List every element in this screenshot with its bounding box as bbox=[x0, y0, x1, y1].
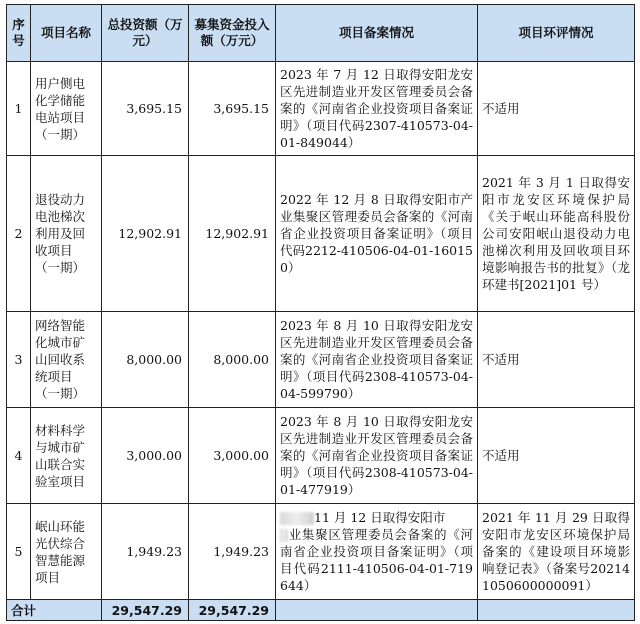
row-env: 不适用 bbox=[478, 312, 635, 408]
total-total: 29,547.29 bbox=[102, 600, 189, 621]
row-total: 3,695.15 bbox=[102, 62, 189, 156]
row-name: 材料科学与城市矿山联合实验室项目 bbox=[31, 408, 102, 504]
redacted-mark bbox=[280, 512, 314, 525]
redacted-mark bbox=[280, 529, 288, 542]
row-record: 2023 年 8 月 10 日取得安阳龙安区先进制造业开发区管理委员会备案的《河南省企业投资项目备案证明》（项目代码2308-410573-04-01-477919） bbox=[276, 408, 478, 504]
table-row bbox=[7, 504, 635, 600]
row-env: 不适用 bbox=[478, 408, 635, 504]
row-raised: 3,695.15 bbox=[189, 62, 276, 156]
header-no: 序号 bbox=[7, 5, 31, 62]
record-text-part-a: 11 月 12 日取得安阳市 bbox=[314, 510, 446, 525]
total-env-empty bbox=[478, 600, 635, 621]
row-no: 3 bbox=[7, 312, 31, 408]
row-no: 1 bbox=[7, 62, 31, 156]
row-total: 3,000.00 bbox=[102, 408, 189, 504]
total-record-empty bbox=[276, 600, 478, 621]
row-total: 8,000.00 bbox=[102, 312, 189, 408]
row-raised: 12,902.91 bbox=[189, 156, 276, 312]
table-row bbox=[7, 312, 635, 408]
header-row bbox=[7, 5, 635, 62]
row-name: 用户侧电化学储能电站项目（一期） bbox=[31, 62, 102, 156]
header-record: 项目备案情况 bbox=[276, 5, 478, 62]
row-record: 2022 年 12 月 8 日取得安阳市产业集聚区管理委员会备案的《河南省企业投资项目备案证明》（项目代码2212-410506-04-01-160150） bbox=[276, 156, 478, 312]
row-record: 2023 年 7 月 12 日取得安阳龙安区先进制造业开发区管理委员会备案的《河南省企业投资项目备案证明》（项目代码2307-410573-04-01-849044） bbox=[276, 62, 478, 156]
total-label: 合计 bbox=[7, 600, 102, 621]
header-env: 项目环评情况 bbox=[478, 5, 635, 62]
row-total: 12,902.91 bbox=[102, 156, 189, 312]
row-raised: 3,000.00 bbox=[189, 408, 276, 504]
row-no: 5 bbox=[7, 504, 31, 600]
row-total: 1,949.23 bbox=[102, 504, 189, 600]
row-env: 2021 年 11 月 29 日取得安阳市龙安区环境保护局备案的《建设项目环境影响登记表》（备案号202141050600000091） bbox=[478, 504, 635, 600]
row-name: 退役动力电池梯次利用及回收项目（一期） bbox=[31, 156, 102, 312]
table-row bbox=[7, 156, 635, 312]
header-raised: 募集资金投入额（万元） bbox=[189, 5, 276, 62]
row-name: 网络智能化城市矿山回收系统项目（一期） bbox=[31, 312, 102, 408]
row-name: 岷山环能光伏综合智慧能源项目 bbox=[31, 504, 102, 600]
row-env: 2021 年 3 月 1 日取得安阳市龙安区环境保护局《关于岷山环能高科股份公司安阳岷山退役动力电池梯次利用及回收项目环境影响报告书的批复》（龙环建书[2021]01 号） bbox=[478, 156, 635, 312]
table-row bbox=[7, 408, 635, 504]
header-name: 项目名称 bbox=[31, 5, 102, 62]
row-env: 不适用 bbox=[478, 62, 635, 156]
header-total: 总投资额（万元） bbox=[102, 5, 189, 62]
project-table-container bbox=[6, 4, 634, 621]
total-raised: 29,547.29 bbox=[189, 600, 276, 621]
record-text-part-b: 业集聚区管理委员会备案的《河南省企业投资项目备案证明》（项目代码2111-410506-04-01-719644） bbox=[280, 527, 473, 593]
row-raised: 8,000.00 bbox=[189, 312, 276, 408]
row-no: 2 bbox=[7, 156, 31, 312]
row-no: 4 bbox=[7, 408, 31, 504]
total-row bbox=[7, 600, 635, 621]
row-raised: 1,949.23 bbox=[189, 504, 276, 600]
row-record bbox=[276, 504, 478, 600]
project-table bbox=[6, 4, 635, 621]
table-row bbox=[7, 62, 635, 156]
row-record: 2023 年 8 月 10 日取得安阳龙安区先进制造业开发区管理委员会备案的《河南省企业投资项目备案证明》（项目代码2308-410573-04-04-599790） bbox=[276, 312, 478, 408]
